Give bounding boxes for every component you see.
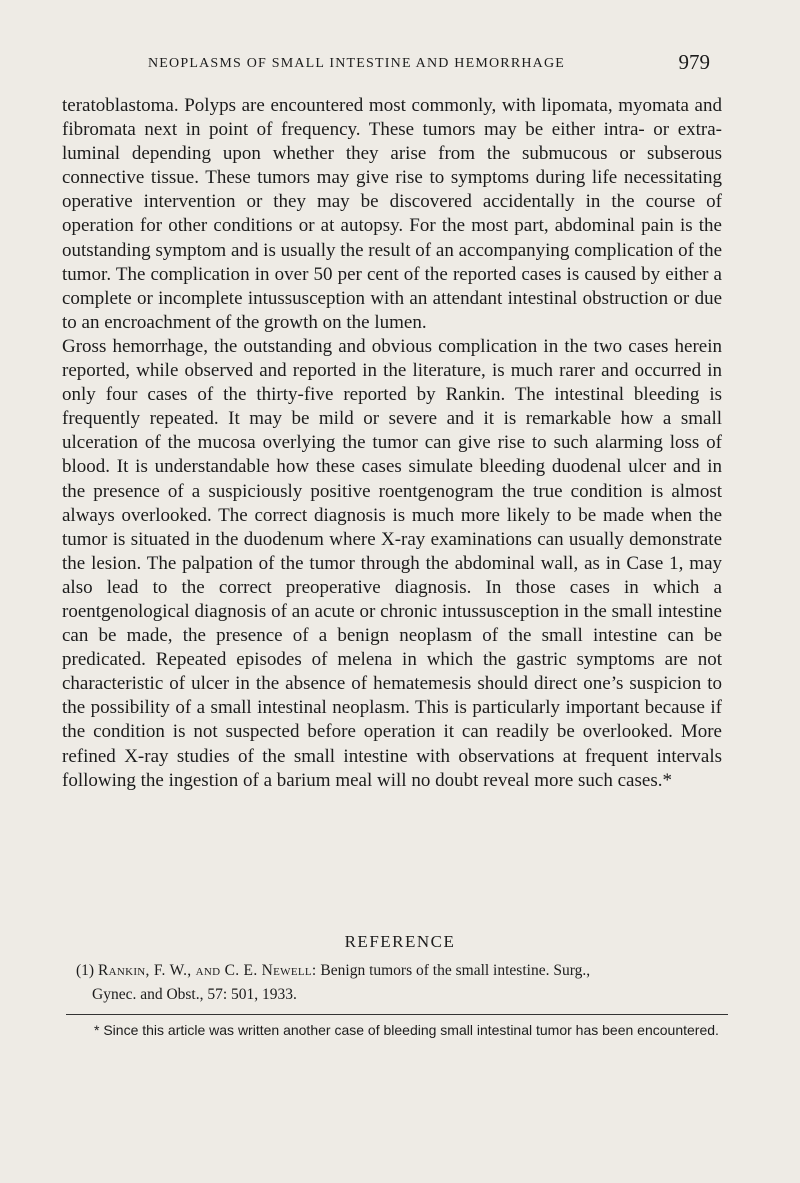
reference-source: Gynec. and Obst., 57: 501, 1933.	[92, 986, 297, 1003]
running-title: NEOPLASMS OF SMALL INTESTINE AND HEMORRHAGE	[148, 56, 566, 71]
running-head	[60, 50, 720, 76]
reference-number: (1)	[76, 962, 95, 979]
reference-item	[76, 959, 736, 1007]
footnote	[72, 1020, 726, 1041]
footnote-marker: *	[94, 1022, 100, 1038]
paragraph-2: Gross hemorrhage, the outstanding and obvious complication in the two cases herein reported, while observed and reported in the literature, is much rarer and occurred in only four cases of the thirty-five reported by Rankin. The intestinal bleeding is frequently repeated. It may be mild or severe and it is remarkable how a small ulceration of the mucosa overlying the tumor can give rise to such alarming loss of blood. It is understandable how these cases simulate bleeding duodenal ulcer and in the presence of a suspiciously positive roentgenogram the true condition is almost always overlooked. The correct diagnosis is much more likely to be made when the tumor is situated in the duodenum where X-ray examinations can usually demonstrate the lesion. The palpation of the tumor through the abdominal wall, as in Case 1, may also lead to the correct preoperative diagnosis. In those cases in which a roentgenological diagnosis of an acute or chronic intussusception in the small intestine can be made, the presence of a benign neoplasm of the small intestine can be predicated. Repeated episodes of melena in which the gastric symptoms are not characteristic of ulcer in the absence of hematemesis should direct one’s suspicion to the possibility of a small intestinal neoplasm. This is particularly important because if the condition is not suspected before operation it can readily be overlooked. More refined X-ray studies of the small intestine with observations at frequent intervals following the ingestion of a barium meal will no doubt reveal more such cases.*	[62, 335, 722, 791]
reference-title: Benign tumors of the small intestine. Surg.,	[320, 962, 591, 979]
reference-authors: Rankin, F. W., and C. E. Newell:	[97, 962, 317, 979]
footnote-divider	[66, 1014, 728, 1015]
page-number: 979	[678, 50, 710, 74]
footnote-text: Since this article was written another case of bleeding small intestinal tumor has been encountered.	[103, 1022, 719, 1038]
reference-heading: REFERENCE	[344, 932, 456, 951]
article-body	[62, 94, 722, 793]
paragraph-1: teratoblastoma. Polyps are encountered most commonly, with lipomata, myomata and fibromata next in point of frequency. These tumors may be either intra- or extra-luminal depending upon whether they arise from the submucous or subserous connective tissue. These tumors may give rise to symptoms during life necessitating operative intervention or they may be discovered accidentally in the course of operation for other conditions or at autopsy. For the most part, abdominal pain is the outstanding symptom and is usually the result of an accompanying complication of the tumor. The complication in over 50 per cent of the reported cases is caused by either a complete or incomplete intussusception with an attendant intestinal obstruction or due to an encroachment of the growth on the lumen.	[62, 95, 722, 333]
